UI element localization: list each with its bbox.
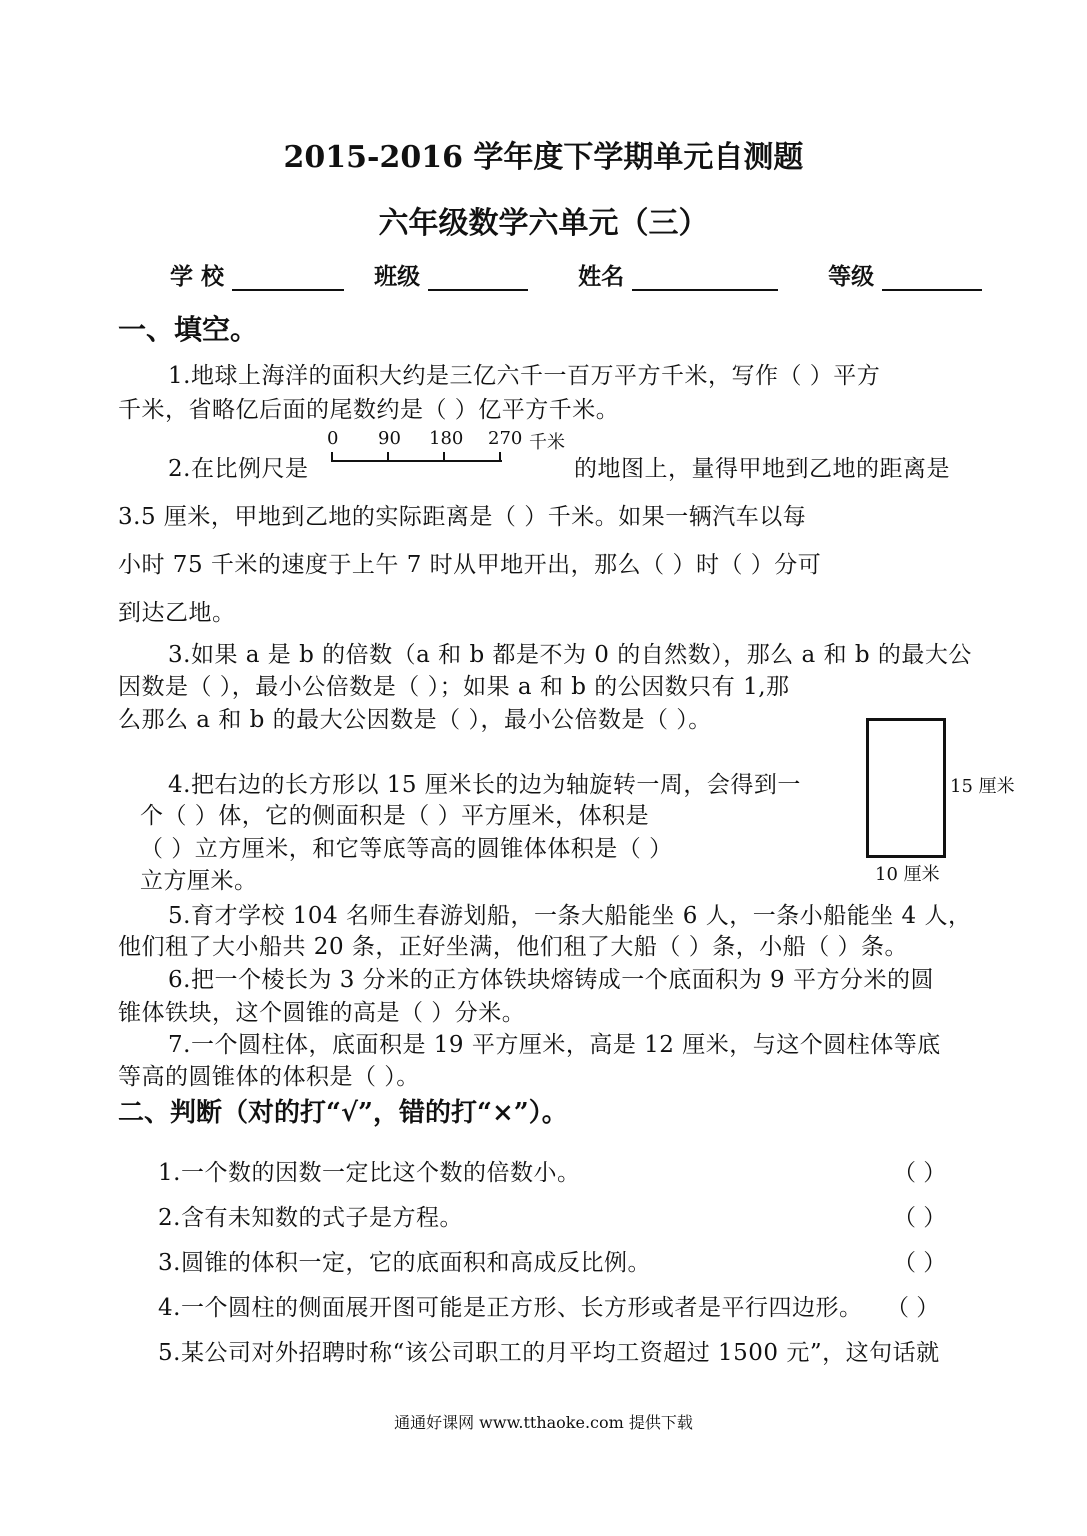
- q2-line3: 小时 75 千米的速度于上午 7 时从甲地开出，那么（ ）时（ ）分可: [118, 552, 822, 578]
- footer-credit: 通通好课网 www.tthaoke.com 提供下载: [394, 1413, 693, 1432]
- page-title: 2015-2016 学年度下学期单元自测题: [283, 140, 804, 175]
- name-label: 姓名: [578, 263, 625, 290]
- judge-answer-1[interactable]: （ ）: [893, 1160, 947, 1186]
- q1-line2: 千米，省略亿后面的尾数约是（ ）亿平方千米。: [118, 397, 620, 423]
- page-subtitle: 六年级数学六单元（三）: [378, 206, 709, 241]
- judge-answer-3[interactable]: （ ）: [893, 1250, 947, 1276]
- q4-line4: 立方厘米。: [140, 868, 258, 894]
- rectangle-figure: [866, 718, 946, 858]
- scale-tick-90: 90: [378, 428, 401, 449]
- q3-line1: 3.如果 a 是 b 的倍数（a 和 b 都是不为 0 的自然数），那么 a 和 b 的最大公: [168, 642, 972, 668]
- q4-line1: 4.把右边的长方形以 15 厘米长的边为轴旋转一周，会得到一: [168, 772, 801, 798]
- scale-tick-270: 270: [488, 428, 523, 449]
- name-field[interactable]: [632, 263, 778, 291]
- q7-line1: 7.一个圆柱体，底面积是 19 平方厘米，高是 12 厘米，与这个圆柱体等底: [168, 1032, 941, 1058]
- judge-answer-4[interactable]: （ ）: [886, 1295, 940, 1321]
- rectangle-width-label: 10 厘米: [875, 864, 940, 885]
- class-label: 班级: [374, 263, 421, 290]
- grade-label: 等级: [828, 263, 875, 290]
- scale-tick-0: 0: [327, 428, 339, 449]
- judge-answer-2[interactable]: （ ）: [893, 1205, 947, 1231]
- q2-line1a: 2.在比例尺是: [168, 456, 309, 482]
- school-field[interactable]: [232, 263, 344, 291]
- q3-line2: 因数是（ ），最小公倍数是（ ）；如果 a 和 b 的公因数只有 1,那: [118, 674, 790, 700]
- q2-line2: 3.5 厘米，甲地到乙地的实际距离是（ ）千米。如果一辆汽车以每: [118, 504, 807, 530]
- q5-line1: 5.育才学校 104 名师生春游划船，一条大船能坐 6 人，一条小船能坐 4 人，: [168, 903, 972, 929]
- section2-heading: 二、判断（对的打“√”，错的打“×”）。: [118, 1098, 568, 1128]
- info-row: [170, 258, 982, 291]
- q6-line1: 6.把一个棱长为 3 分米的正方体铁块熔铸成一个底面积为 9 平方分米的圆: [168, 967, 934, 993]
- judge-item-2: 2.含有未知数的式子是方程。: [158, 1205, 463, 1231]
- scale-unit: 千米: [529, 432, 565, 453]
- q6-line2: 锥体铁块，这个圆锥的高是（ ）分米。: [118, 1000, 526, 1026]
- judge-item-1: 1.一个数的因数一定比这个数的倍数小。: [158, 1160, 581, 1186]
- q2-line4: 到达乙地。: [118, 600, 236, 626]
- class-field[interactable]: [428, 263, 528, 291]
- judge-item-5: 5.某公司对外招聘时称“该公司职工的月平均工资超过 1500 元”，这句话就: [158, 1340, 940, 1366]
- scale-bar: [326, 428, 574, 470]
- q5-line2: 他们租了大小船共 20 条，正好坐满，他们租了大船（ ）条，小船（ ）条。: [118, 934, 909, 960]
- q4-line3: （ ）立方厘米，和它等底等高的圆锥体体积是（ ）: [140, 836, 673, 862]
- grade-field[interactable]: [882, 263, 982, 291]
- judge-item-4: 4.一个圆柱的侧面展开图可能是正方形、长方形或者是平行四边形。: [158, 1295, 863, 1321]
- q4-line2: 个（ ）体，它的侧面积是（ ）平方厘米，体积是: [140, 803, 650, 829]
- q2-line1b: 的地图上，量得甲地到乙地的距离是: [574, 456, 950, 482]
- q1-line1: 1.地球上海洋的面积大约是三亿六千一百万平方千米，写作（ ）平方: [168, 363, 881, 389]
- school-label: 学 校: [170, 263, 225, 290]
- rectangle-height-label: 15 厘米: [950, 776, 1015, 797]
- section1-heading: 一、填空。: [118, 313, 259, 346]
- judge-item-3: 3.圆锥的体积一定，它的底面积和高成反比例。: [158, 1250, 651, 1276]
- scale-tick-180: 180: [429, 428, 464, 449]
- q7-line2: 等高的圆锥体的体积是（ ）。: [118, 1064, 420, 1090]
- q3-line3: 么那么 a 和 b 的最大公因数是（ ），最小公倍数是（ ）。: [118, 707, 712, 733]
